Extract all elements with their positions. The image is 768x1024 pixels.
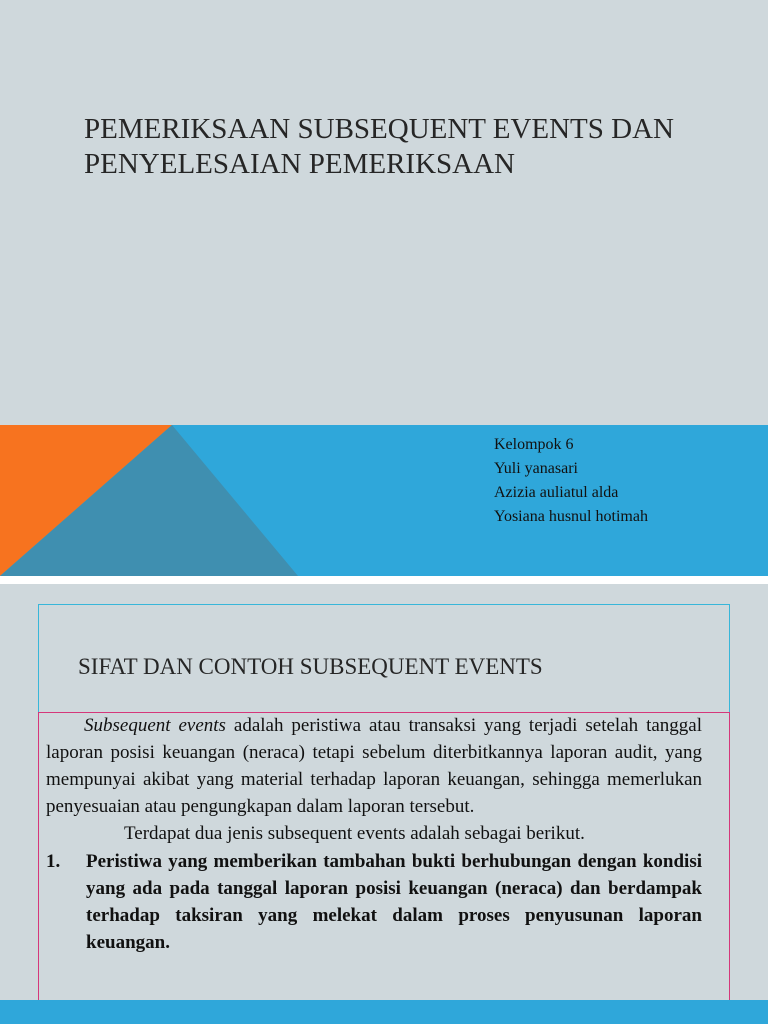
content-body [46, 712, 702, 956]
definition-text: adalah peristiwa atau transaksi yang terjadi setelah tanggal laporan posisi keuangan (neraca) tetapi sebelum diterbitkannya laporan audit, yang mempunyai akibat yang material terhadap laporan keuangan, sehingga memerlukan penyesuaian atau pengungkapan dalam laporan tersebut. [46, 715, 702, 817]
bottom-blue-strip [0, 1000, 768, 1024]
definition-paragraph [46, 712, 702, 820]
list-number: 1. [46, 851, 61, 872]
intro-paragraph: Terdapat dua jenis subsequent events adalah sebagai berikut. [124, 823, 585, 844]
author-name: Azizia auliatul alda [494, 484, 619, 501]
author-name: Yosiana husnul hotimah [494, 508, 648, 525]
content-slide-title: SIFAT DAN CONTOH SUBSEQUENT EVENTS [78, 654, 543, 679]
list-text: Peristiwa yang memberikan tambahan bukti berhubungan dengan kondisi yang ada pada tanggal laporan posisi keuangan (neraca) dan berdampak terhadap taksiran yang melekat dalam proses penyusunan laporan keuangan. [86, 851, 702, 953]
list-item [46, 848, 702, 956]
slide-title [84, 112, 724, 182]
term-subsequent-events: Subsequent events [84, 715, 226, 736]
author-list [494, 433, 648, 529]
slide-title-line-1: PEMERIKSAAN SUBSEQUENT EVENTS DAN [84, 113, 674, 145]
author-name: Yuli yanasari [494, 460, 578, 477]
slide-title-line-2: PENYELESAIAN PEMERIKSAAN [84, 148, 515, 180]
content-slide [0, 584, 768, 1024]
group-name: Kelompok 6 [494, 436, 574, 453]
decorative-band [0, 425, 768, 576]
